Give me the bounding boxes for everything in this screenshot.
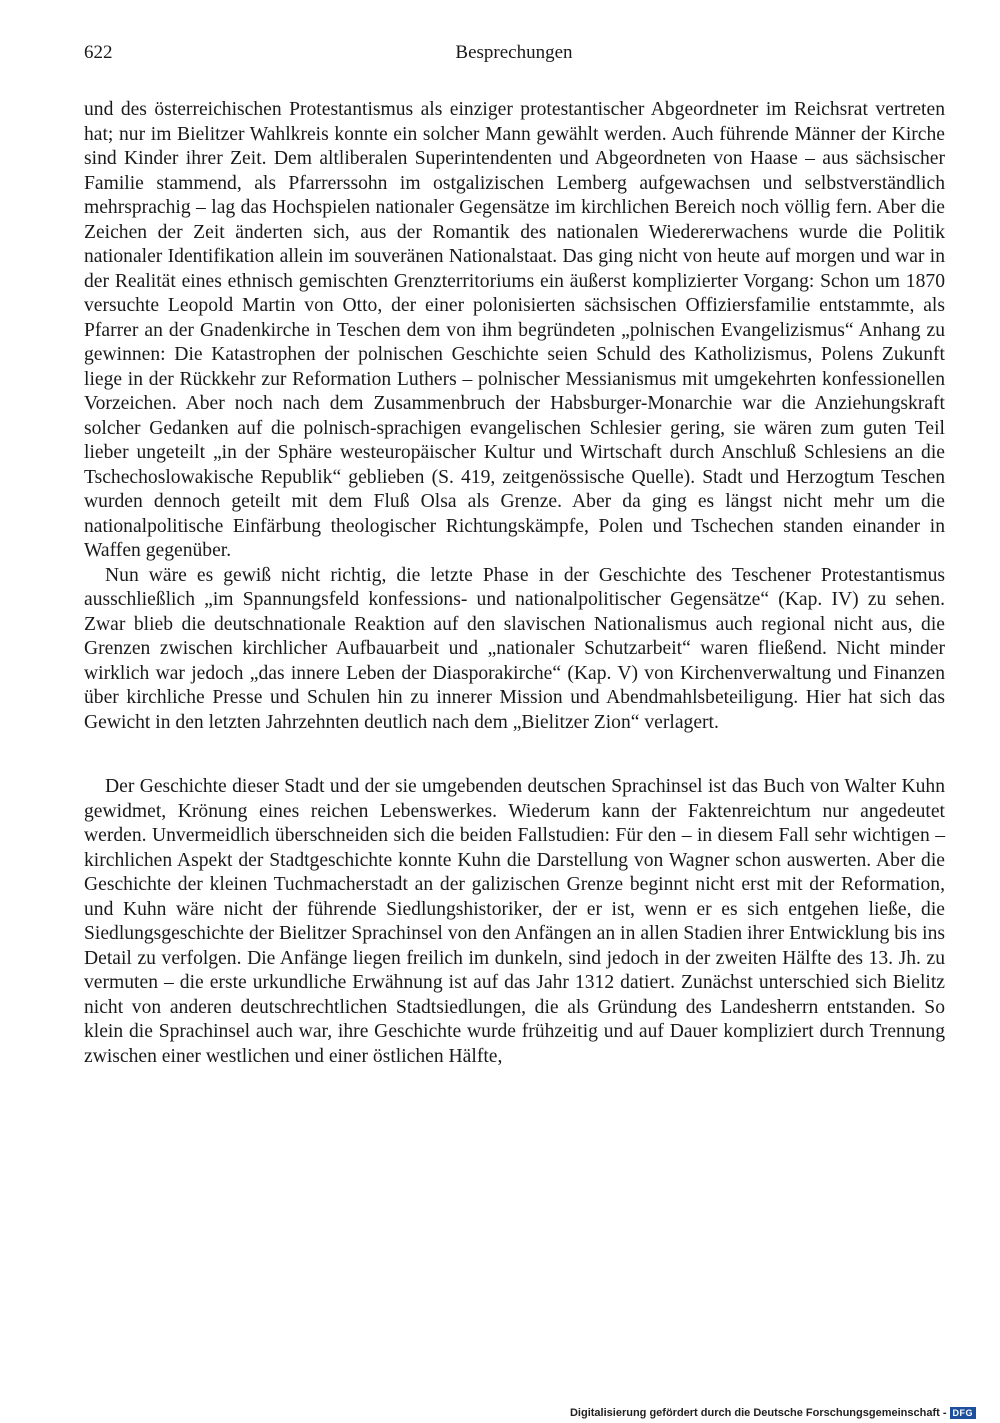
page-header xyxy=(84,42,944,70)
running-title: Besprechungen xyxy=(455,42,573,63)
paragraph: und des österreichischen Protestantismus als einziger protestantischer Abgeordneter im Reichsrat vertreten hat; nur im Bielitzer Wahlkreis konnte ein solcher Mann gewählt werden. Auch führende Männer der Kirche sind Kinder ihrer Zeit. Dem altliberalen Superintendenten und Abgeordneten von Haase – aus sächsischer Familie stammend, als Pfarrerssohn im ostgalizischen Lemberg aufgewachsen und selbstverständlich mehrsprachig – lag das Hochspielen nationaler Gegensätze im kirchlichen Bereich noch völlig fern. Aber die Zeichen der Zeit änderten sich, aus der Romantik des nationalen Wiedererwachens wurde die Politik nationaler Identifikation allein im souveränen Nationalstaat. Das ging nicht von heute auf morgen und war in der Realität eines ethnisch gemischten Grenzterritoriums ein äußerst komplizierter Vorgang: Schon um 1870 versuchte Leopold Martin von Otto, der einer polonisierten sächsischen Offiziersfamilie entstammte, als Pfarrer an der Gnadenkirche in Teschen dem von ihm begründeten „polnischen Evangelizismus“ Anhang zu gewinnen: Die Katastrophen der polnischen Geschichte seien Schuld des Katholizismus, Polens Zukunft liege in der Rückkehr zur Reformation Luthers – polnischer Messianismus mit umgekehrten konfessionellen Vorzeichen. Aber noch nach dem Zusammenbruch der Habsburger-Monarchie war die Anziehungskraft solcher Gedanken auf die polnisch-sprachigen evangelischen Schlesier gering, sie wären zum guten Teil lieber ungeteilt „in der Sphäre westeuropäischer Kultur und Wirtschaft durch Anschluß Schlesiens an die Tschechoslowakische Republik“ geblieben (S. 419, zeitgenössische Quelle). Stadt und Herzogtum Teschen wurden dennoch geteilt mit dem Fluß Olsa als Grenze. Aber da ging es längst nicht mehr um die nationalpolitische Einfärbung theologischer Richtungskämpfe, Polen und Tschechen standen einander in Waffen gegenüber. xyxy=(84,99,945,561)
dfg-logo: DFG xyxy=(950,1407,977,1419)
paragraph: Nun wäre es gewiß nicht richtig, die letzte Phase in der Geschichte des Teschener Protestantismus ausschließlich „im Spannungsfeld konfessions- und nationalpolitischer Gegensätze“ (Kap. IV) zu sehen. Zwar blieb die deutschnationale Reaktion auf den slavischen Nationalismus auch regional nicht aus, die Grenzen zwischen kirchlicher Aufbauarbeit und „nationaler Schutzarbeit“ waren fließend. Nicht minder wirklich war jedoch „das innere Leben der Diasporakirche“ (Kap. V) von Kirchenverwaltung und Finanzen über kirchliche Presse und Schulen hin zu innerer Mission und Abendmahlsbeteiligung. Hier hat sich das Gewicht in den letzten Jahrzehnten deutlich nach dem „Bielitzer Zion“ verlagert. xyxy=(84,564,945,733)
paragraph: Der Geschichte dieser Stadt und der sie umgebenden deutschen Sprachinsel ist das Buch von Walter Kuhn gewidmet, Krönung eines reichen Lebenswerkes. Wiederum kann der Faktenreichtum nur angedeutet werden. Unvermeidlich überschneiden sich die beiden Fallstudien: Für den – in diesem Fall sehr wichtigen – kirchlichen Aspekt der Stadtgeschichte konnte Kuhn die Darstellung von Wagner schon auswerten. Aber die Geschichte der kleinen Tuchmacherstadt an der galizischen Grenze beginnt nicht erst mit der Reformation, und Kuhn wäre nicht der führende Siedlungshistoriker, der er ist, wenn er es sich entgehen ließe, die Siedlungsgeschichte der Bielitzer Sprachinsel von den Anfängen an in allen Stadien ihrer Entwicklung bis ins Detail zu verfolgen. Die Anfänge liegen freilich im dunkeln, sind jedoch in der zweiten Hälfte des 13. Jh. zu vermuten – die erste urkundliche Erwähnung ist auf das Jahr 1312 datiert. Zunächst unterschied sich Bielitz nicht von anderen deutschrechtlichen Stadtsiedlungen, die als Gründung des Landesherrn entstanden. So klein die Sprachinsel auch war, ihre Geschichte wurde frühzeitig und auf Dauer kompliziert durch Trennung zwischen einer westlichen und einer östlichen Hälfte, xyxy=(84,776,945,1067)
credit-text: Digitalisierung gefördert durch die Deutsche Forschungsgemeinschaft - xyxy=(569,1407,947,1419)
page-number: 622 xyxy=(84,42,113,63)
page-body xyxy=(84,98,945,1069)
digitization-credit xyxy=(570,1407,976,1419)
